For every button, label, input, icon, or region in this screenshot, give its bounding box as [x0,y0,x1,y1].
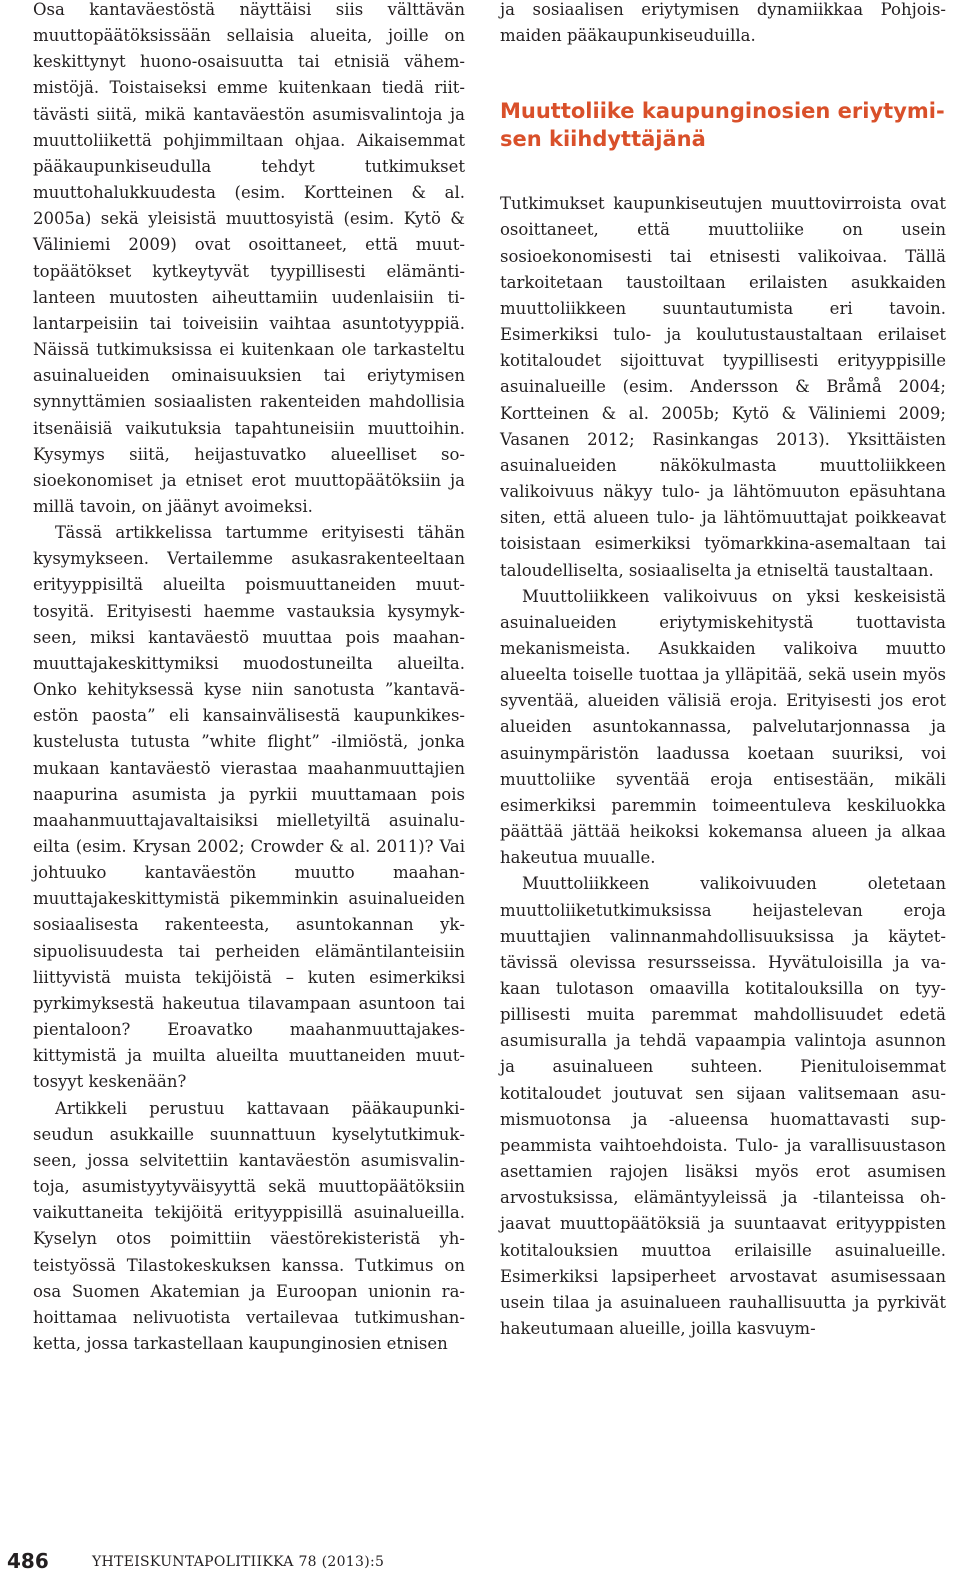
body-paragraph: ja sosiaalisen eriytymisen dynamiikkaa Pohjoismaiden pääkaupunkiseuduilla. [500,0,946,46]
page-footer [0,1538,960,1581]
left-text-column [33,0,465,1357]
right-text-column [500,0,946,1342]
body-paragraph: Artikkeli perustuu kattavaan pääkaupunkiseudun asukkaille suunnattuun kyselytutkimukseen, jossa selvitettiin kantaväestön asumisvalintoja, asumistyytyväisyyttä sekä muuttopäätöksiin vaikuttaneita tekijöitä erityyppisillä asuinalueilla. Kyselyn otos poimittiin väestörekisteristä yhteistyössä Tilastokeskuksen kanssa. Tutkimus on osa Suomen Akatemian ja Euroopan unionin rahoittamaa nelivuotista vertailevaa tutkimushanketta, jossa tarkastellaan kaupunginosien etnisen [33,1098,465,1353]
body-paragraph: Muuttoliikkeen valikoivuus on yksi keskeisistä asuinalueiden eriytymiskehitystä tuottavista mekanismeista. Asukkaiden valikoiva muutto alueelta toiselle tuottaa ja ylläpitää, sekä usein myös syventää, alueiden välisiä eroja. Erityisesti jos erot alueiden asuntokannassa, palvelutarjonnassa ja asuinympäristön laadussa koetaan suuriksi, voi muuttoliike syventää eroja entisestään, mikäli esimerkiksi paremmin toimeentuleva keskiluokka päättää jättää heikoksi kokemansa alueen ja alkaa hakeutua muualle. [500,586,946,868]
body-paragraph: Osa kantaväestöstä näyttäisi siis välttävän muuttopäätöksissään sellaisia alueita, joille on keskittynyt huono-osaisuutta tai etnisiä vähemmistöjä. Toistaiseksi emme kuitenkaan tiedä riittävästi siitä, mikä kantaväestön asumisvalintoja ja muuttoliikettä pohjimmiltaan ohjaa. Aikaisemmat pääkaupunkiseudulla tehdyt tutkimukset muuttohalukkuudesta (esim. Kortteinen & al. 2005a) sekä yleisistä muuttosyistä (esim. Kytö & Väliniemi 2009) ovat osoittaneet, että muuttopäätökset kytkeytyvät tyypillisesti elämäntilanteen muutosten aiheuttamiin uudenlaisiin tilantarpeisiin tai toiveisiin vaihtaa asuntotyyppiä. Näissä tutkimuksissa ei kuitenkaan ole tarkasteltu asuinalueiden ominaisuuksien tai eriytymisen synnyttämien sosiaalisten rakenteiden mahdollisia itsenäisiä vaikutuksia tapahtuneisiin muuttoihin. Kysymys siitä, heijastuvatko alueelliset sosioekonomiset ja etniset erot muuttopäätöksiin ja millä tavoin, on jäänyt avoimeksi. [33,0,465,516]
body-paragraph: Tässä artikkelissa tartumme erityisesti tähän kysymykseen. Vertailemme asukasrakenteeltaan erityyppisiltä alueilta poismuuttaneiden muuttosyitä. Erityisesti haemme vastauksia kysymykseen, miksi kantaväestö muuttaa pois maahanmuuttajakeskittymiksi muodostuneilta alueilta. Onko kehityksessä kyse niin sanotusta ”kantaväestön paosta” eli kansainvälisestä kaupunkikeskustelusta tutusta ”white flight” -ilmiöstä, jonka mukaan kantaväestö vierastaa maahanmuuttajien naapurina asumista ja pyrkii muuttamaan pois maahanmuuttajavaltaisiksi mielletyiltä asuinalueilta (esim. Krysan 2002; Crowder & al. 2011)? Vai johtuuko kantaväestön muutto maahanmuuttajakeskittymistä pikemminkin asuinalueiden sosiaalisesta rakenteesta, asuntokannan yksipuolisuudesta tai perheiden elämäntilanteisiin liittyvistä muista tekijöistä – kuten esimerkiksi pyrkimyksestä hakeutua tilavampaan asuntoon tai pientaloon? Eroavatko maahanmuuttajakeskittymistä ja muilta alueilta muuttaneiden muuttosyyt keskenään? [33,523,465,1092]
body-paragraph: Tutkimukset kaupunkiseutujen muuttovirroista ovat osoittaneet, että muuttoliike on usein sosioekonomisesti tai etnisesti valikoivaa. Tällä tarkoitetaan taustoiltaan erilaisten asukkaiden muuttoliikkeen suuntautumista eri tavoin. Esimerkiksi tulo- ja koulutustaustaltaan erilaiset kotitaloudet sijoittuvat tyypillisesti erityyppisille asuinalueille (esim. Andersson & Bråmå 2004; Kortteinen & al. 2005b; Kytö & Väliniemi 2009; Vasanen 2012; Rasinkangas 2013). Yksittäisten asuinalueiden näkökulmasta muuttoliikkeen valikoivuus näkyy tulo- ja lähtömuuton epäsuhtana siten, että alueen tulo- ja lähtömuuttajat poikkeavat toisistaan esimerkiksi työmarkkina-asemaltaan tai taloudelliselta, sosiaaliselta ja etniseltä taustaltaan. [500,194,946,580]
body-paragraph: Muuttoliikkeen valikoivuuden oletetaan muuttoliiketutkimuksissa heijastelevan eroja muuttajien valinnanmahdollisuuksissa ja käytettävissä olevissa resursseissa. Hyvätuloisilla ja vakaan tulotason omaavilla kotitalouksilla on tyypillisesti muita paremmat mahdollisuudet edetä asumisuralla ja tehdä vapaampia valintoja asunnon ja asuinalueen suhteen. Pienituloisemmat kotitaloudet joutuvat sen sijaan valitsemaan asumismuotonsa ja -alueensa huomattavasti suppeammista vaihtoehdoista. Tulo- ja varallisuustason asettamien rajojen lisäksi myös erot asumisen arvostuksissa, elämäntyyleissä ja -tilanteissa ohjaavat muuttopäätöksiä ja suuntaavat erityyppisten kotitalouksien muuttoa erilaisille asuinalueille. Esimerkiksi lapsiperheet arvostavat asumisessaan usein tilaa ja asuinalueen rauhallisuutta ja pyrkivät hakeutumaan alueille, joilla kasvuym- [500,874,946,1339]
page-number: 486 [7,1549,49,1573]
section-heading: Muuttoliike kaupunginosien eriytymisen kiihdyttäjänä [500,99,945,152]
journal-citation: YHTEISKUNTAPOLITIIKKA 78 (2013):5 [92,1554,385,1570]
